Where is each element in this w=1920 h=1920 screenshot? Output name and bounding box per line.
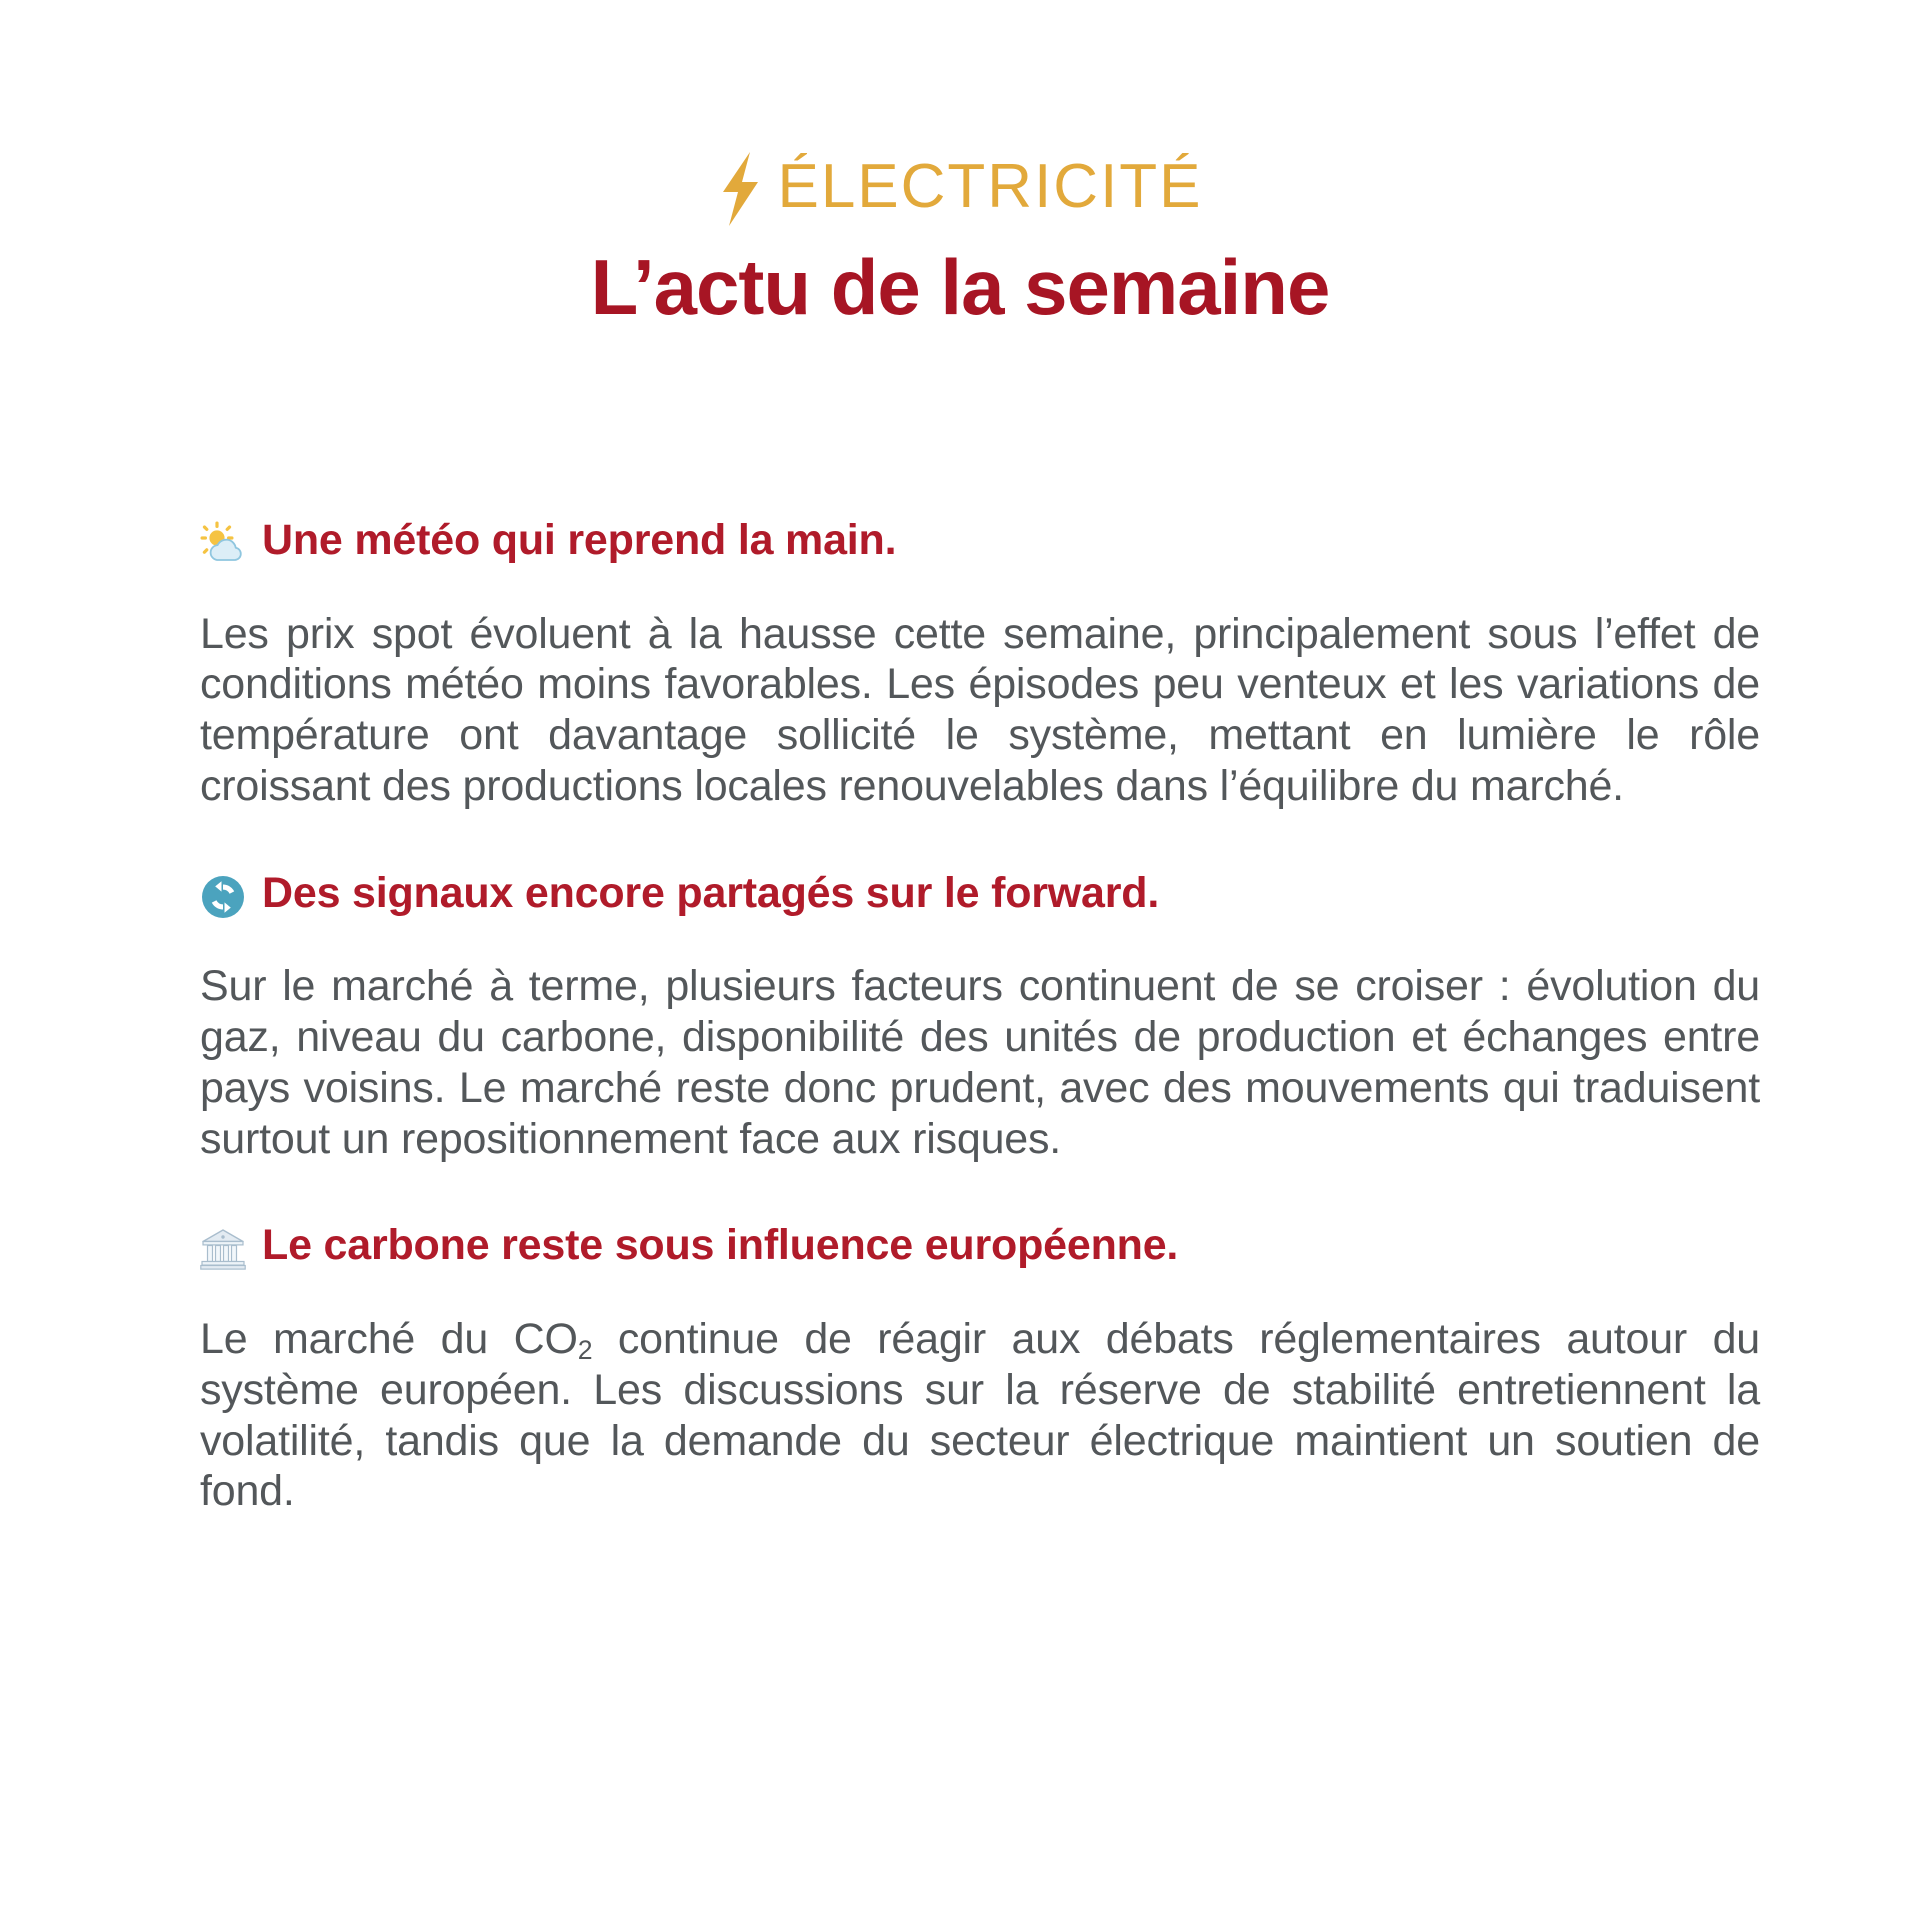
refresh-arrows-circle-icon bbox=[200, 874, 246, 920]
section-title: Une météo qui reprend la main. bbox=[262, 516, 897, 564]
section-title: Le carbone reste sous influence européenne. bbox=[262, 1221, 1179, 1270]
section-body: Les prix spot évoluent à la hausse cette semaine, principalement sous l’effet de conditions météo moins favorables. Les épisodes peu venteux et les variations de température ont davantage sollicité le système, mettant en lumière le rôle croissant des productions locales renouvelables dans l’équilibre du marché. bbox=[200, 609, 1760, 810]
section-carbone bbox=[200, 1220, 1760, 1517]
page-header bbox=[0, 0, 1920, 329]
article-content bbox=[200, 515, 1760, 1560]
section-body: Sur le marché à terme, plusieurs facteurs continuent de se croiser : évolution du gaz, niveau du carbone, disponibilité des unités de production et échanges entre pays voisins. Le marché reste donc prudent, avec des mouvements qui traduisent surtout un repositionnement face aux risques. bbox=[200, 962, 1760, 1163]
lightning-bolt-icon bbox=[717, 152, 763, 226]
body-prefix: Le marché du CO bbox=[200, 1315, 578, 1364]
section-meteo bbox=[200, 515, 1760, 812]
page-title: L’actu de la semaine bbox=[590, 243, 1330, 331]
classical-building-icon bbox=[200, 1226, 246, 1272]
section-heading bbox=[200, 1220, 1760, 1271]
body-suffix: continue de réagir aux débats réglementaires autour du système européen. Les discussions sur la réserve de stabilité entretiennent la volatilité, tandis que la demande du secteur électrique maintient un soutien de fond. bbox=[200, 1315, 1760, 1516]
section-heading bbox=[200, 868, 1760, 919]
kicker-row bbox=[717, 150, 1202, 224]
section-title: Des signaux encore partagés sur le forward. bbox=[262, 868, 1160, 917]
sun-behind-cloud-icon bbox=[200, 521, 246, 567]
section-heading bbox=[200, 515, 1760, 566]
section-body bbox=[200, 1314, 1760, 1517]
kicker-label: ÉLECTRICITÉ bbox=[777, 152, 1203, 221]
co2-subscript: 2 bbox=[577, 1334, 593, 1365]
section-forward bbox=[200, 868, 1760, 1165]
